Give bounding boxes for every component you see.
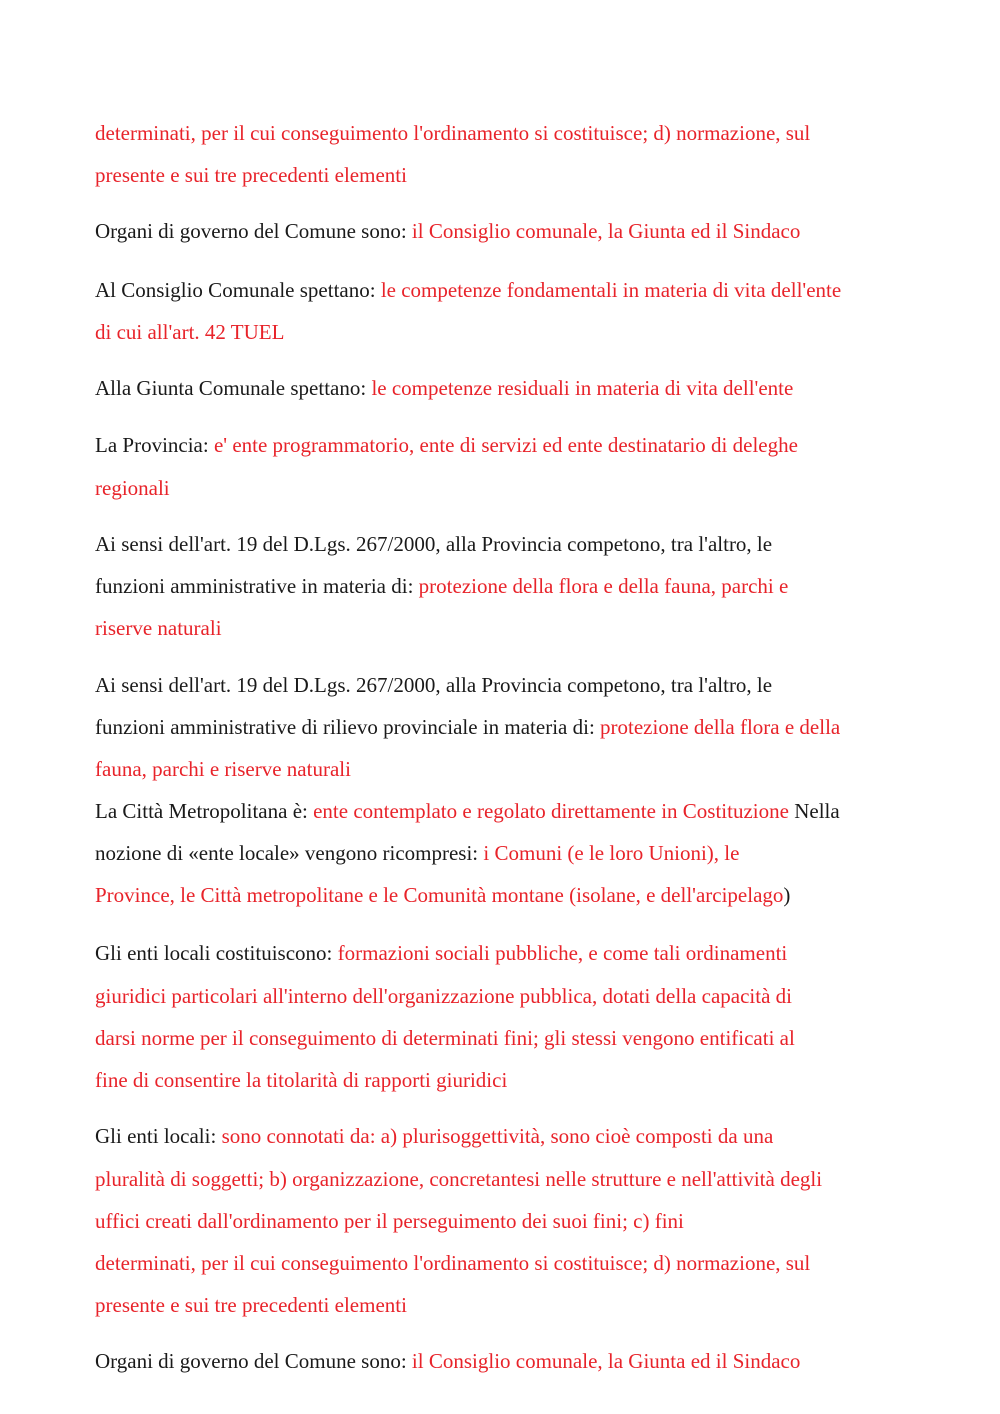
question-text: La Provincia: — [95, 433, 214, 457]
question-text: Alla Giunta Comunale spettano: — [95, 376, 372, 400]
answer-text: formazioni sociali pubbliche, e come tali ordinamenti — [337, 941, 788, 965]
answer-text: determinati, per il cui conseguimento l'ordinamento si costituisce; d) normazione, sul — [95, 121, 811, 145]
answer-text: presente e sui tre precedenti elementi — [95, 163, 407, 187]
text-line — [95, 474, 170, 502]
answer-text: fine di consentire la titolarità di rapporti giuridici — [95, 1068, 508, 1092]
text-line — [95, 797, 840, 825]
answer-text: i Comuni (e le loro Unioni), le — [483, 841, 740, 865]
question-text: Ai sensi dell'art. 19 del D.Lgs. 267/2000, alla Provincia competono, tra l'altro, le — [95, 532, 773, 556]
text-line — [95, 1024, 795, 1052]
text-line — [95, 1066, 507, 1094]
text-line — [95, 755, 351, 783]
answer-text: presente e sui tre precedenti elementi — [95, 1293, 407, 1317]
answer-text: le competenze fondamentali in materia di vita dell'ente — [380, 278, 842, 302]
answer-text: e' ente programmatorio, ente di servizi ed ente destinatario di deleghe — [213, 433, 798, 457]
answer-text: di cui all'art. 42 TUEL — [95, 320, 285, 344]
answer-text: darsi norme per il conseguimento di determinati fini; gli stessi vengono entificati al — [95, 1026, 795, 1050]
text-line — [95, 671, 772, 699]
text-line — [95, 119, 810, 147]
question-text: Gli enti locali costituiscono: — [95, 941, 338, 965]
answer-text: ente contemplato e regolato direttamente in Costituzione — [313, 799, 789, 823]
text-line — [95, 530, 772, 558]
answer-text: uffici creati dall'ordinamento per il perseguimento dei suoi fini; c) fini — [95, 1209, 684, 1233]
answer-text: giuridici particolari all'interno dell'organizzazione pubblica, dotati della capacità di — [95, 984, 792, 1008]
text-line — [95, 572, 788, 600]
text-line — [95, 939, 787, 967]
question-text: funzioni amministrative in materia di: — [95, 574, 419, 598]
question-text: Organi di governo del Comune sono: — [95, 1349, 412, 1373]
question-text: Gli enti locali: — [95, 1124, 222, 1148]
question-text: Al Consiglio Comunale spettano: — [95, 278, 381, 302]
text-line — [95, 374, 793, 402]
text-line — [95, 982, 792, 1010]
question-text: funzioni amministrative di rilievo provinciale in materia di: — [95, 715, 601, 739]
answer-text: le competenze residuali in materia di vita dell'ente — [371, 376, 794, 400]
text-line — [95, 318, 284, 346]
answer-text: pluralità di soggetti; b) organizzazione, concretantesi nelle strutture e nell'attività degli — [95, 1167, 823, 1191]
answer-text: determinati, per il cui conseguimento l'ordinamento si costituisce; d) normazione, sul — [95, 1251, 811, 1275]
text-line — [95, 614, 222, 642]
question-text: Nella — [788, 799, 840, 823]
text-line — [95, 431, 798, 459]
text-line — [95, 1249, 810, 1277]
text-line — [95, 1122, 773, 1150]
answer-text: sono connotati da: a) plurisoggettività, sono cioè composti da una — [221, 1124, 774, 1148]
answer-text: protezione della flora e della fauna, parchi e — [418, 574, 789, 598]
answer-text: protezione della flora e della — [600, 715, 841, 739]
text-line — [95, 839, 739, 867]
text-line — [95, 1207, 684, 1235]
answer-text: riserve naturali — [95, 616, 222, 640]
text-line — [95, 1165, 822, 1193]
text-line — [95, 1347, 800, 1375]
question-text: Organi di governo del Comune sono: — [95, 219, 412, 243]
question-text: nozione di «ente locale» vengono ricompresi: — [95, 841, 484, 865]
answer-text: Province, le Città metropolitane e le Comunità montane (isolane, e dell'arcipelago — [95, 883, 784, 907]
answer-text: il Consiglio comunale, la Giunta ed il Sindaco — [411, 219, 801, 243]
text-line — [95, 276, 841, 304]
text-line — [95, 161, 407, 189]
answer-text: fauna, parchi e riserve naturali — [95, 757, 351, 781]
question-text: ) — [783, 883, 791, 907]
text-line — [95, 1291, 407, 1319]
question-text: La Città Metropolitana è: — [95, 799, 314, 823]
text-line — [95, 881, 790, 909]
answer-text: il Consiglio comunale, la Giunta ed il Sindaco — [411, 1349, 801, 1373]
answer-text: regionali — [95, 476, 170, 500]
text-line — [95, 713, 840, 741]
text-line — [95, 217, 800, 245]
question-text: Ai sensi dell'art. 19 del D.Lgs. 267/2000, alla Provincia competono, tra l'altro, le — [95, 673, 773, 697]
